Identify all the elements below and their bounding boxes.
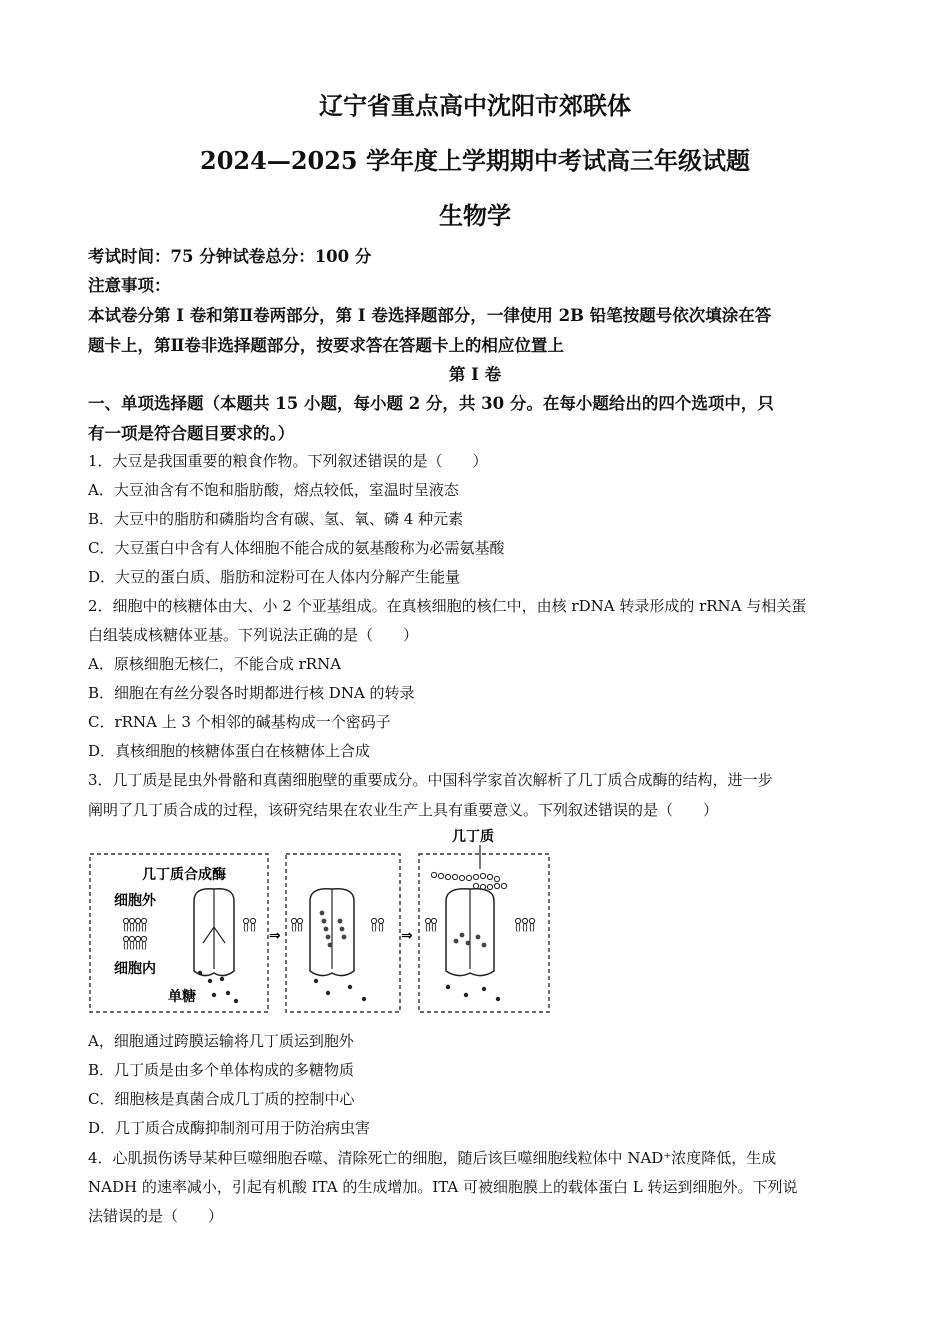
section-heading-line-2: 有一项是符合题目要求的。） <box>88 424 295 443</box>
arrow-1-icon: ⇒ <box>269 928 281 944</box>
question-1-option-b: B．大豆中的脂肪和磷脂均含有碳、氢、氧、磷 4 种元素 <box>88 510 464 528</box>
notice-line-1: 本试卷分第 I 卷和第Ⅱ卷两部分，第 I 卷选择题部分，一律使用 2B 铅笔按题号依次填涂在答 <box>88 306 772 325</box>
chitin-chain-dots-3 <box>431 872 506 889</box>
chitin-label: 几丁质 <box>452 829 494 845</box>
enzyme-label: 几丁质合成酶 <box>142 867 226 883</box>
exam-title-line2: 2024—2025 学年度上学期期中考试高三年级试题 <box>200 146 750 175</box>
section-heading-line-1: 一、单项选择题（本题共 15 小题，每小题 2 分，共 30 分。在每小题给出的四个选项中，只 <box>88 394 774 413</box>
inside-label: 细胞内 <box>114 961 156 977</box>
question-4-stem-line-3: 法错误的是（ ） <box>88 1207 224 1225</box>
notice-line-2: 题卡上，第Ⅱ卷非选择题部分，按要求答在答题卡上的相应位置上 <box>88 336 564 355</box>
monosaccharide-dots-2 <box>314 979 366 1001</box>
question-3-stem-line-1: 3．几丁质是昆虫外骨骼和真菌细胞壁的重要成分。中国科学家首次解析了几丁质合成酶的结构，进一步 <box>88 771 773 789</box>
question-2-option-b: B．细胞在有丝分裂各时期都进行核 DNA 的转录 <box>88 684 415 702</box>
question-1-stem: 1．大豆是我国重要的粮食作物。下列叙述错误的是（ ） <box>88 452 488 470</box>
question-3-option-c: C．细胞核是真菌合成几丁质的控制中心 <box>88 1090 355 1108</box>
question-1-option-c: C．大豆蛋白中含有人体细胞不能合成的氨基酸称为必需氨基酸 <box>88 539 505 557</box>
outside-label: 细胞外 <box>114 893 156 909</box>
question-3-option-d: D．几丁质合成酶抑制剂可用于防治病虫害 <box>88 1119 371 1137</box>
monosaccharide-label: 单糖 <box>168 989 196 1005</box>
subject-title: 生物学 <box>439 201 511 230</box>
question-3-option-a: A，细胞通过跨膜运输将几丁质运到胞外 <box>88 1032 354 1050</box>
exam-time-score: 考试时间：75 分钟试卷总分：100 分 <box>88 247 372 266</box>
question-2-stem-line-1: 2．细胞中的核糖体由大、小 2 个亚基组成。在真核细胞的核仁中，由核 rDNA 转录形成的 rRNA 与相关蛋 <box>88 597 807 615</box>
question-1-option-a: A．大豆油含有不饱和脂肪酸，熔点较低，室温时呈液态 <box>88 481 459 499</box>
question-4-stem-line-2: NADH 的速率减小，引起有机酸 ITA 的生成增加。ITA 可被细胞膜上的载体蛋白 L 转运到细胞外。下列说 <box>88 1178 798 1196</box>
exam-title-line1: 辽宁省重点高中沈阳市郊联体 <box>319 91 631 120</box>
question-2-option-a: A．原核细胞无核仁，不能合成 rRNA <box>88 655 342 673</box>
question-2-option-d: D．真核细胞的核糖体蛋白在核糖体上合成 <box>88 742 371 760</box>
monosaccharide-dots-3 <box>446 985 500 1001</box>
arrow-2-icon: ⇒ <box>401 928 413 944</box>
chitin-synthesis-figure <box>88 823 551 1017</box>
question-3-stem-line-2: 阐明了几丁质合成的过程，该研究结果在农业生产上具有重要意义。下列叙述错误的是（ ） <box>88 801 719 819</box>
question-1-option-d: D．大豆的蛋白质、脂肪和淀粉可在人体内分解产生能量 <box>88 568 461 586</box>
question-3-option-b: B．几丁质是由多个单体构成的多糖物质 <box>88 1061 355 1079</box>
question-4-stem-line-1: 4．心肌损伤诱导某种巨噬细胞吞噬、清除死亡的细胞，随后该巨噬细胞线粒体中 NAD⁺浓度降低，生成 <box>88 1149 777 1167</box>
question-2-option-c: C．rRNA 上 3 个相邻的碱基构成一个密码子 <box>88 713 391 731</box>
volume-title: 第 I 卷 <box>448 365 502 384</box>
question-2-stem-line-2: 白组装成核糖体亚基。下列说法正确的是（ ） <box>88 626 419 644</box>
notice-label: 注意事项： <box>88 276 171 295</box>
